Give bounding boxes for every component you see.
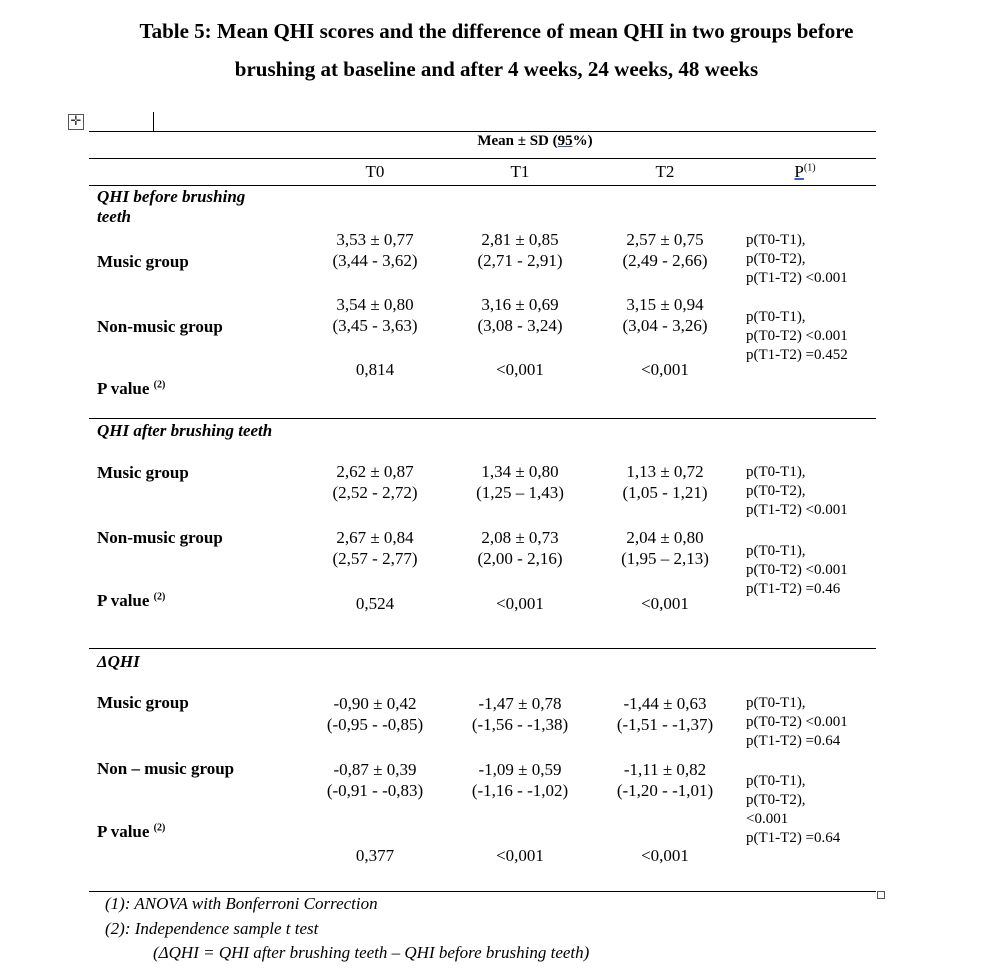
cell-mean: 3,15 ± 0,94 bbox=[626, 295, 704, 314]
cell-pvalue-t2: <0,001 bbox=[641, 594, 689, 613]
cell-pvalue-t0: 0,814 bbox=[355, 360, 395, 379]
cell-pvalue-t2: <0,001 bbox=[641, 846, 689, 865]
cell-music-p bbox=[746, 231, 848, 288]
cell-music-p bbox=[746, 694, 848, 751]
cell-nonmusic-p bbox=[746, 542, 848, 599]
p-line: p(T0-T1), bbox=[746, 695, 806, 711]
row-label-music: Music group bbox=[97, 693, 189, 712]
cell-pvalue-t0: 0,377 bbox=[355, 846, 395, 865]
pvalue-label: P value bbox=[97, 379, 150, 398]
p-line: p(T1-T2) =0.46 bbox=[746, 581, 841, 597]
cell-ci: (1,95 – 2,13) bbox=[621, 549, 709, 568]
cell-mean: 2,81 ± 0,85 bbox=[481, 230, 559, 249]
p-line: p(T1-T2) <0.001 bbox=[746, 502, 848, 518]
cell-ci: (2,52 - 2,72) bbox=[332, 483, 418, 502]
title-line-2: brushing at baseline and after 4 weeks, 24 weeks, 48 weeks bbox=[234, 57, 759, 81]
cell-nonmusic-t0 bbox=[300, 527, 450, 569]
cell-ci: (-1,56 - -1,38) bbox=[471, 715, 569, 734]
row-label-nonmusic: Non – music group bbox=[97, 759, 235, 778]
cell-nonmusic-t2 bbox=[590, 759, 740, 801]
p-line: p(T1-T2) =0.452 bbox=[746, 347, 848, 363]
header-col-t2: T2 bbox=[655, 162, 675, 181]
resize-handle-icon[interactable] bbox=[877, 891, 885, 899]
row-label-music: Music group bbox=[97, 463, 189, 482]
section-title-line: QHI before brushing bbox=[97, 187, 246, 206]
p-line: p(T0-T2), bbox=[746, 251, 806, 267]
cell-music-t2 bbox=[590, 461, 740, 503]
cell-pvalue-t1: <0,001 bbox=[496, 360, 544, 379]
cell-mean: 2,08 ± 0,73 bbox=[481, 528, 559, 547]
cell-mean: 2,62 ± 0,87 bbox=[336, 462, 414, 481]
cell-ci: (-0,95 - -0,85) bbox=[326, 715, 424, 734]
row-label-nonmusic: Non-music group bbox=[97, 317, 223, 336]
header-span-label: Mean ± SD bbox=[477, 133, 549, 149]
cell-ci: (3,04 - 3,26) bbox=[622, 316, 708, 335]
p-line: p(T0-T1), bbox=[746, 773, 806, 789]
p-line: p(T0-T2) <0.001 bbox=[746, 562, 848, 578]
cell-ci: (3,45 - 3,63) bbox=[332, 316, 418, 335]
cell-nonmusic-t1 bbox=[445, 527, 595, 569]
cell-ci: (-0,91 - -0,83) bbox=[326, 781, 424, 800]
section-rule-1 bbox=[89, 418, 876, 419]
footnote-2: (2): Independence sample t test bbox=[105, 919, 319, 938]
cell-mean: -1,11 ± 0,82 bbox=[623, 760, 707, 779]
cell-music-p bbox=[746, 463, 848, 520]
cell-nonmusic-t2 bbox=[590, 294, 740, 336]
header-p-sup: (1) bbox=[803, 162, 816, 174]
cell-ci: (3,44 - 3,62) bbox=[332, 251, 418, 270]
header-p-label: P bbox=[794, 162, 804, 181]
footnote-1: (1): ANOVA with Bonferroni Correction bbox=[105, 894, 378, 913]
cell-pvalue-t0: 0,524 bbox=[355, 594, 395, 613]
cell-mean: 1,13 ± 0,72 bbox=[626, 462, 704, 481]
section-title-delta-qhi: ΔQHI bbox=[97, 652, 140, 671]
row-label-nonmusic: Non-music group bbox=[97, 528, 223, 547]
cell-pvalue-t1: <0,001 bbox=[496, 846, 544, 865]
title-line-1: Table 5: Mean QHI scores and the difference of mean QHI in two groups before bbox=[139, 19, 854, 43]
text-cursor-icon bbox=[153, 112, 154, 131]
header-col-t1: T1 bbox=[510, 162, 530, 181]
cell-mean: -1,47 ± 0,78 bbox=[478, 694, 562, 713]
cell-mean: 3,54 ± 0,80 bbox=[336, 295, 414, 314]
section-title-qhi-after: QHI after brushing teeth bbox=[97, 421, 273, 440]
table-title bbox=[0, 12, 993, 88]
cell-mean: 2,04 ± 0,80 bbox=[626, 528, 704, 547]
cell-mean: 2,67 ± 0,84 bbox=[336, 528, 414, 547]
cell-mean: -1,44 ± 0,63 bbox=[623, 694, 707, 713]
cell-music-t0 bbox=[300, 229, 450, 271]
p-line: p(T0-T1), bbox=[746, 543, 806, 559]
cell-music-t2 bbox=[590, 693, 740, 735]
cell-ci: (1,05 - 1,21) bbox=[622, 483, 708, 502]
section-title-qhi-before bbox=[97, 187, 245, 227]
cell-ci: (-1,16 - -1,02) bbox=[471, 781, 569, 800]
row-label-pvalue bbox=[97, 591, 165, 611]
p-line: p(T0-T2) <0.001 bbox=[746, 328, 848, 344]
cell-ci: (3,08 - 3,24) bbox=[477, 316, 563, 335]
cell-nonmusic-t1 bbox=[445, 294, 595, 336]
cell-nonmusic-t0 bbox=[300, 759, 450, 801]
pvalue-sup: (2) bbox=[153, 822, 166, 834]
cell-mean: 3,53 ± 0,77 bbox=[336, 230, 414, 249]
cell-mean: 1,34 ± 0,80 bbox=[481, 462, 559, 481]
row-label-music: Music group bbox=[97, 252, 189, 271]
header-col-p bbox=[760, 162, 850, 182]
cell-ci: (-1,20 - -1,01) bbox=[616, 781, 714, 800]
bottom-rule bbox=[89, 891, 876, 892]
cell-ci: (1,25 – 1,43) bbox=[476, 483, 564, 502]
header-mid-rule bbox=[89, 158, 876, 159]
move-handle-icon[interactable]: ✛ bbox=[68, 114, 84, 130]
cell-mean: -0,87 ± 0,39 bbox=[333, 760, 417, 779]
cell-ci: (2,00 - 2,16) bbox=[477, 549, 563, 568]
p-line: p(T0-T1), bbox=[746, 464, 806, 480]
row-label-pvalue bbox=[97, 822, 165, 842]
section-rule-2 bbox=[89, 648, 876, 649]
header-bottom-rule bbox=[89, 185, 876, 186]
p-line: p(T0-T2), bbox=[746, 792, 806, 808]
cell-mean: -1,09 ± 0,59 bbox=[478, 760, 562, 779]
header-col-t0: T0 bbox=[365, 162, 385, 181]
p-line: p(T0-T1), bbox=[746, 309, 806, 325]
p-line: p(T1-T2) <0.001 bbox=[746, 270, 848, 286]
cell-nonmusic-t1 bbox=[445, 759, 595, 801]
p-line: p(T0-T2), bbox=[746, 483, 806, 499]
p-line: <0.001 bbox=[746, 811, 789, 827]
pvalue-sup: (2) bbox=[153, 379, 166, 391]
header-ci-close: %) bbox=[572, 133, 593, 149]
p-line: p(T1-T2) =0.64 bbox=[746, 830, 841, 846]
p-line: p(T0-T1), bbox=[746, 232, 806, 248]
cell-nonmusic-p bbox=[746, 772, 840, 848]
cell-mean: 2,57 ± 0,75 bbox=[626, 230, 704, 249]
cell-music-t1 bbox=[445, 229, 595, 271]
pvalue-sup: (2) bbox=[153, 591, 166, 603]
cell-nonmusic-t2 bbox=[590, 527, 740, 569]
top-rule bbox=[89, 131, 876, 132]
cell-music-t0 bbox=[300, 693, 450, 735]
pvalue-label: P value bbox=[97, 822, 150, 841]
cell-nonmusic-p bbox=[746, 308, 848, 365]
header-ci-open: ( bbox=[548, 133, 558, 149]
row-label-pvalue bbox=[97, 379, 165, 399]
pvalue-label: P value bbox=[97, 591, 150, 610]
cell-ci: (2,49 - 2,66) bbox=[622, 251, 708, 270]
cell-mean: -0,90 ± 0,42 bbox=[333, 694, 417, 713]
cell-music-t2 bbox=[590, 229, 740, 271]
cell-pvalue-t2: <0,001 bbox=[641, 360, 689, 379]
p-line: p(T1-T2) =0.64 bbox=[746, 733, 841, 749]
cell-ci: (2,57 - 2,77) bbox=[332, 549, 418, 568]
cell-ci: (-1,51 - -1,37) bbox=[616, 715, 714, 734]
cell-music-t1 bbox=[445, 693, 595, 735]
cell-music-t0 bbox=[300, 461, 450, 503]
cell-nonmusic-t0 bbox=[300, 294, 450, 336]
section-title-line: teeth bbox=[97, 207, 131, 226]
cell-mean: 3,16 ± 0,69 bbox=[481, 295, 559, 314]
cell-ci: (2,71 - 2,91) bbox=[477, 251, 563, 270]
header-ci-value: 95 bbox=[557, 133, 573, 149]
footnote-3: (ΔQHI = QHI after brushing teeth – QHI before brushing teeth) bbox=[153, 943, 590, 962]
header-span bbox=[430, 133, 640, 150]
cell-pvalue-t1: <0,001 bbox=[496, 594, 544, 613]
p-line: p(T0-T2) <0.001 bbox=[746, 714, 848, 730]
cell-music-t1 bbox=[445, 461, 595, 503]
